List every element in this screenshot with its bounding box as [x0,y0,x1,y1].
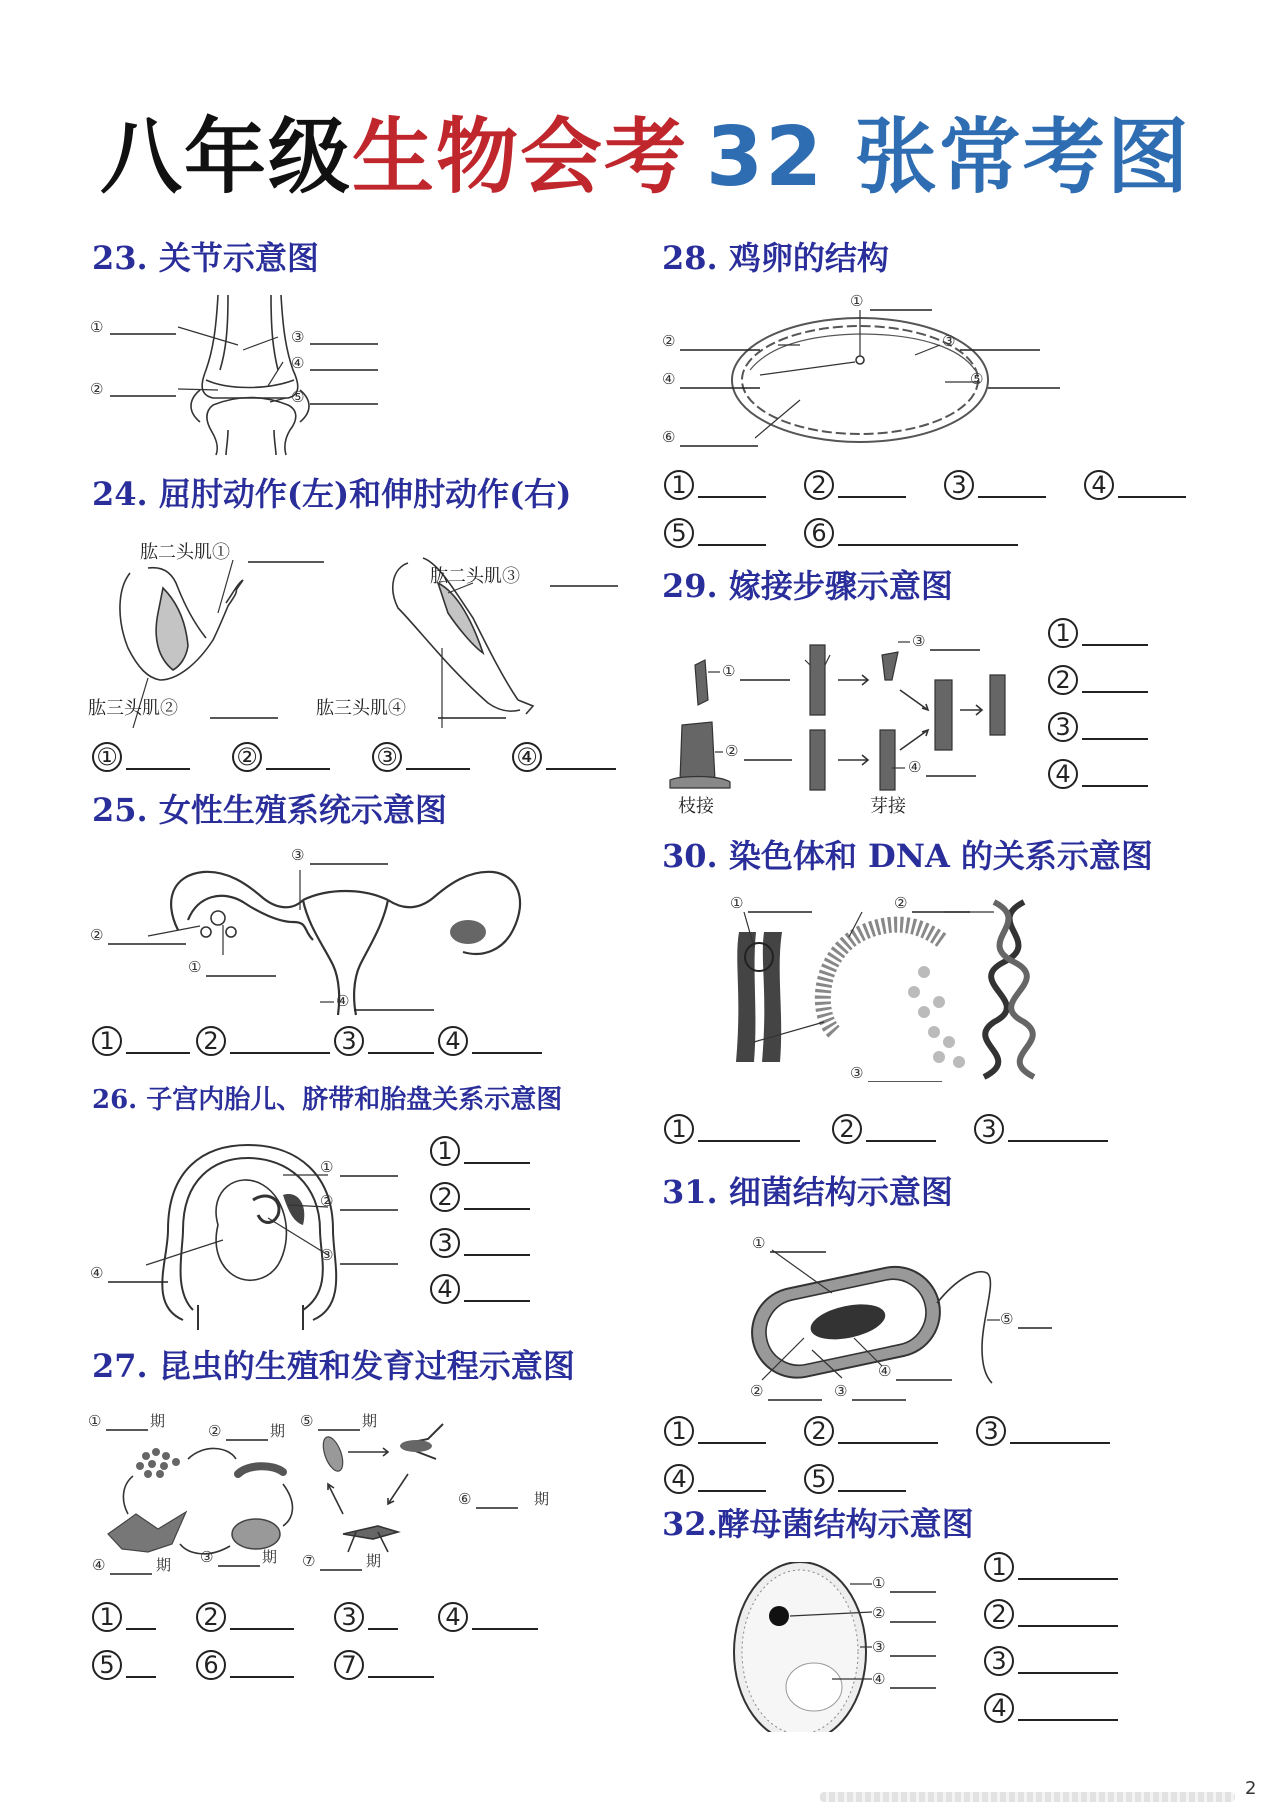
answer-27-1-blank[interactable] [126,1626,156,1630]
label-27-3-suffix: 期 [262,1548,278,1566]
answer-30-1-num: 1 [664,1114,694,1144]
answer-32-1-num: 1 [984,1552,1014,1582]
answers-31-row1 [664,1416,1126,1446]
answer-28-5-num: 5 [664,518,694,548]
label-27-1-suffix: 期 [150,1412,166,1430]
answer-27-3-blank[interactable] [368,1626,398,1630]
answer-29-2-num: 2 [1048,665,1078,695]
label-26-1: ① [320,1158,334,1176]
heading-25: 25. 女性生殖系统示意图 [92,791,447,829]
heading-26: 26. 子宫内胎儿、脐带和胎盘关系示意图 [92,1085,563,1115]
label-28-6: ⑥ [662,428,676,446]
answer-31-5-blank[interactable] [838,1488,906,1492]
label-32-1: ① [872,1574,886,1592]
answers-27-row1 [92,1602,548,1632]
answer-24-3-num: ③ [372,742,402,772]
title-part-1: 八年级 [100,110,353,205]
answer-29-2-blank[interactable] [1082,689,1148,693]
answer-26-4-num: 4 [430,1274,460,1304]
label-31-2: ② [750,1382,764,1400]
heading-24: 24. 屈肘动作(左)和伸肘动作(右) [92,475,572,513]
label-27-7: ⑦ [302,1552,316,1570]
chicken-egg-diagram [660,290,1090,460]
label-23-2: ② [90,380,104,398]
answer-31-4-blank[interactable] [698,1488,766,1492]
answer-25-1-blank[interactable] [126,1050,190,1054]
answer-25-3-blank[interactable] [368,1050,434,1054]
label-31-3: ③ [834,1382,848,1400]
answer-24-2-blank[interactable] [266,766,330,770]
label-29-3: ③ [912,632,926,650]
answer-27-1-num: 1 [92,1602,122,1632]
label-29-4: ④ [908,758,922,776]
label-27-5: ⑤ [300,1412,314,1430]
label-27-4-suffix: 期 [156,1556,172,1574]
answer-25-3-num: 3 [334,1026,364,1056]
answer-27-6-num: 6 [196,1650,226,1680]
answer-28-6-num: 6 [804,518,834,548]
answer-27-5-num: 5 [92,1650,122,1680]
answer-27-2-num: 2 [196,1602,226,1632]
answer-28-2-num: 2 [804,470,834,500]
answer-25-4-blank[interactable] [472,1050,542,1054]
label-28-3: ③ [942,332,956,350]
heading-23: 23. 关节示意图 [92,239,319,277]
answer-31-4-num: 4 [664,1464,694,1494]
answer-24-4-num: ④ [512,742,542,772]
label-31-1: ① [752,1234,766,1252]
label-32-4: ④ [872,1670,886,1688]
answers-26 [430,1136,530,1304]
label-26-3: ③ [320,1246,334,1264]
answer-26-2-num: 2 [430,1182,460,1212]
heading-28: 28. 鸡卵的结构 [662,239,889,277]
label-24-biceps-1: 肱二头肌① [140,542,230,563]
female-reproductive-diagram [88,840,528,1020]
label-23-3: ③ [291,328,305,346]
label-27-6-suffix: 期 [534,1490,550,1508]
grafting-steps-diagram [660,620,1020,820]
label-32-2: ② [872,1604,886,1622]
label-24-triceps-4: 肱三头肌④ [316,698,406,719]
answers-24 [92,742,622,772]
label-30-3: ③ [850,1064,864,1082]
joint-diagram [88,290,408,460]
answers-28-row2 [664,518,1044,548]
answer-29-4-blank[interactable] [1082,783,1148,787]
title-part-3: 32 张常考图 [706,110,1191,205]
title-part-2: 生物会考 [352,110,689,205]
heading-27: 27. 昆虫的生殖和发育过程示意图 [92,1347,575,1385]
answer-31-1-num: 1 [664,1416,694,1446]
elbow-movement-diagram [88,528,628,728]
label-29-2: ② [725,742,739,760]
label-27-1: ① [88,1412,102,1430]
answer-31-2-num: 2 [804,1416,834,1446]
answer-24-1-blank[interactable] [126,766,190,770]
answers-29 [1048,618,1148,789]
label-27-2-suffix: 期 [270,1422,286,1440]
answer-26-2-blank[interactable] [464,1206,530,1210]
insect-development-diagram [88,1404,608,1594]
caption-29-bud: 芽接 [870,796,906,817]
answers-30 [664,1114,1124,1144]
label-28-2: ② [662,332,676,350]
label-28-4: ④ [662,370,676,388]
heading-30: 30. 染色体和 DNA 的关系示意图 [662,837,1153,875]
answer-32-3-blank[interactable] [1018,1670,1118,1674]
answer-32-1-blank[interactable] [1018,1576,1118,1580]
label-31-5: ⑤ [1000,1310,1014,1328]
answer-25-1-num: 1 [92,1026,122,1056]
bacteria-structure-diagram [742,1228,1072,1408]
answer-28-1-blank[interactable] [698,494,766,498]
answer-24-1-num: ① [92,742,122,772]
yeast-structure-diagram [722,1562,942,1732]
answer-30-1-blank[interactable] [698,1138,800,1142]
label-27-3: ③ [200,1548,214,1566]
answer-28-5-blank[interactable] [698,542,766,546]
page-number: 2 [1245,1778,1257,1799]
label-31-4: ④ [878,1362,892,1380]
answer-28-3-num: 3 [944,470,974,500]
answer-26-4-blank[interactable] [464,1298,530,1302]
answer-27-4-num: 4 [438,1602,468,1632]
answer-32-2-num: 2 [984,1599,1014,1629]
fetus-placenta-diagram [88,1130,418,1340]
label-25-3: ③ [291,846,305,864]
label-26-2: ② [320,1192,334,1210]
answer-28-4-blank[interactable] [1118,494,1186,498]
answer-31-5-num: 5 [804,1464,834,1494]
label-23-1: ① [90,318,104,336]
label-30-1: ① [730,894,744,912]
label-23-4: ④ [291,354,305,372]
label-24-biceps-3: 肱二头肌③ [430,566,520,587]
label-27-2: ② [208,1422,222,1440]
answer-26-3-num: 3 [430,1228,460,1258]
label-25-1: ① [188,958,202,976]
answer-29-3-blank[interactable] [1082,736,1148,740]
answer-29-1-blank[interactable] [1082,642,1148,646]
label-25-4: ④ [336,992,350,1010]
answer-32-4-num: 4 [984,1693,1014,1723]
answer-26-1-blank[interactable] [464,1160,530,1164]
answers-27-row2 [92,1650,444,1680]
answer-31-3-blank[interactable] [1010,1440,1110,1444]
answer-32-4-blank[interactable] [1018,1717,1118,1721]
answer-27-5-blank[interactable] [126,1674,156,1678]
answer-27-3-num: 3 [334,1602,364,1632]
answer-24-3-blank[interactable] [406,766,470,770]
answer-28-2-blank[interactable] [838,494,906,498]
label-23-5: ⑤ [291,388,305,406]
page-title [100,108,1200,208]
label-26-4: ④ [90,1264,104,1282]
label-24-triceps-2: 肱三头肌② [88,698,178,719]
answer-28-3-blank[interactable] [978,494,1046,498]
bottom-scrollbar[interactable] [820,1792,1235,1802]
caption-29-branch: 枝接 [678,796,714,817]
answer-31-2-blank[interactable] [838,1440,938,1444]
answer-26-3-blank[interactable] [464,1252,530,1256]
label-27-7-suffix: 期 [366,1552,382,1570]
label-29-1: ① [722,662,736,680]
heading-29: 29. 嫁接步骤示意图 [662,567,953,605]
label-28-1: ① [850,292,864,310]
label-27-6: ⑥ [458,1490,472,1508]
label-25-2: ② [90,926,104,944]
label-27-5-suffix: 期 [362,1412,378,1430]
answer-30-3-num: 3 [974,1114,1004,1144]
answer-25-2-blank[interactable] [230,1050,330,1054]
answer-30-2-blank[interactable] [866,1138,936,1142]
answer-29-4-num: 4 [1048,759,1078,789]
answer-30-3-blank[interactable] [1008,1138,1108,1142]
answer-25-2-num: 2 [196,1026,226,1056]
label-28-5: ⑤ [970,370,984,388]
answer-25-4-num: 4 [438,1026,468,1056]
answer-27-6-blank[interactable] [230,1674,294,1678]
answers-28-row1 [664,470,1194,500]
answers-25 [92,1026,548,1056]
answer-31-1-blank[interactable] [698,1440,766,1444]
answer-30-2-num: 2 [832,1114,862,1144]
answer-27-7-blank[interactable] [368,1674,434,1678]
heading-31: 31. 细菌结构示意图 [662,1173,953,1211]
answer-28-1-num: 1 [664,470,694,500]
label-27-4: ④ [92,1556,106,1574]
heading-32: 32.酵母菌结构示意图 [662,1505,974,1543]
answer-27-7-num: 7 [334,1650,364,1680]
answer-24-2-num: ② [232,742,262,772]
answer-29-3-num: 3 [1048,712,1078,742]
answer-28-4-num: 4 [1084,470,1114,500]
answer-27-2-blank[interactable] [230,1626,294,1630]
answer-31-3-num: 3 [976,1416,1006,1446]
answer-28-6-blank[interactable] [838,542,1018,546]
answer-32-3-num: 3 [984,1646,1014,1676]
answer-32-2-blank[interactable] [1018,1623,1118,1627]
answer-27-4-blank[interactable] [472,1626,538,1630]
answer-29-1-num: 1 [1048,618,1078,648]
answers-31-row2 [664,1464,924,1494]
answer-24-4-blank[interactable] [546,766,616,770]
label-32-3: ③ [872,1638,886,1656]
label-30-2: ② [894,894,908,912]
answers-32 [984,1552,1118,1723]
answer-26-1-num: 1 [430,1136,460,1166]
chromosome-dna-diagram [724,892,1064,1082]
